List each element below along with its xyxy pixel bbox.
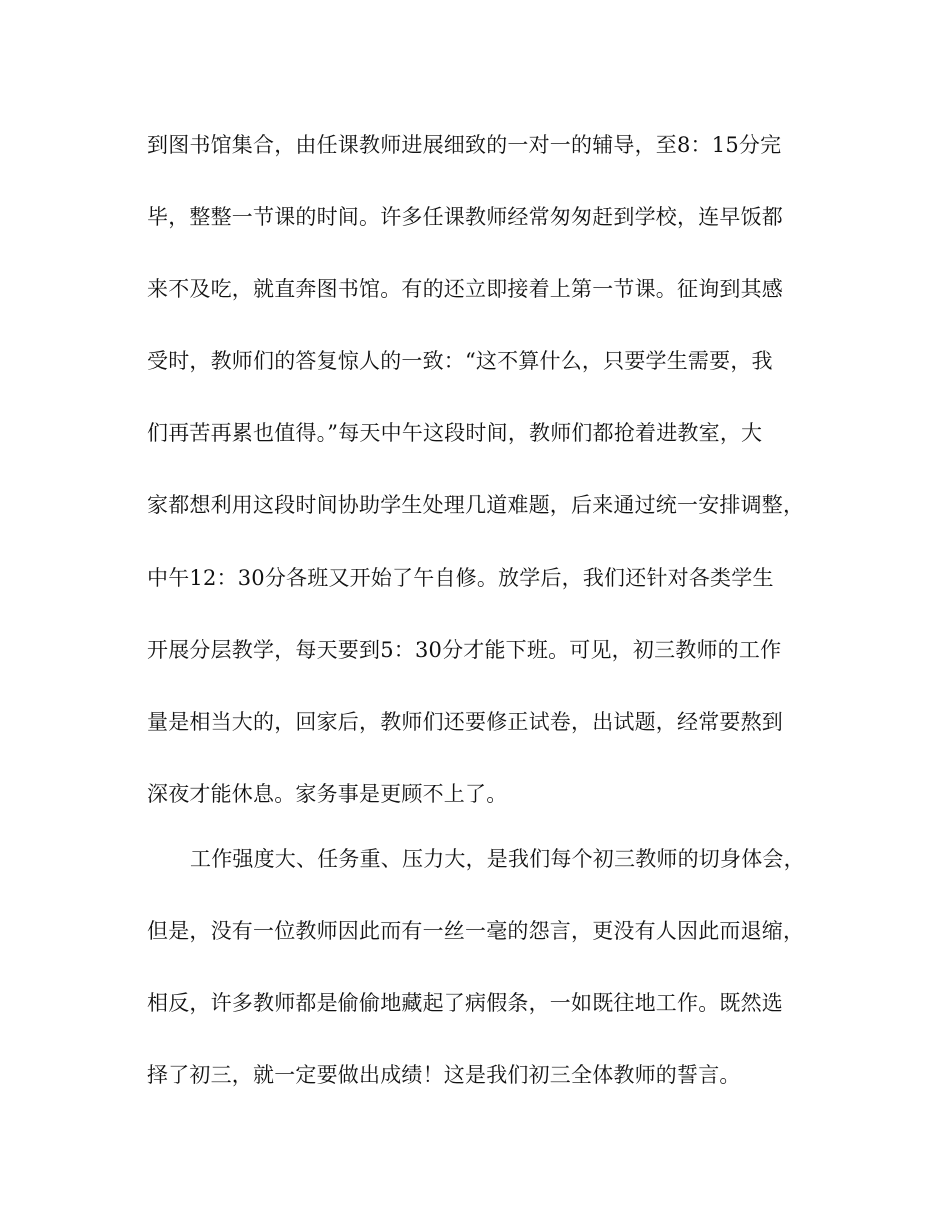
text-line: 受时，教师们的答复惊人的一致：“这不算什么，只要学生需要，我 (147, 349, 773, 373)
text-line: 择了初三，就一定要做出成绩！这是我们初三全体教师的誓言。 (147, 1063, 741, 1087)
text-line: 中午12：30分各班又开始了午自修。放学后，我们还针对各类学生 (147, 566, 774, 590)
paragraph-first-line: 工作强度大、任务重、压力大，是我们每个初三教师的切身体会， (190, 847, 805, 871)
text-line: 量是相当大的，回家后，教师们还要修正试卷，出试题，经常要熬到 (147, 710, 783, 734)
text-line: 相反，许多教师都是偷偷地藏起了病假条，一如既往地工作。既然选 (147, 991, 783, 1015)
text-line: 毕，整整一节课的时间。许多任课教师经常匆匆赶到学校，连早饭都 (147, 205, 783, 229)
text-line: 们再苦再累也值得。”每天中午这段时间，教师们都抢着进教室，大 (147, 421, 763, 445)
text-line: 深夜才能休息。家务事是更顾不上了。 (147, 782, 508, 806)
text-line: 到图书馆集合，由任课教师进展细致的一对一的辅导，至8：15分完 (147, 133, 782, 157)
text-line: 开展分层教学，每天要到5：30分才能下班。可见，初三教师的工作 (147, 638, 782, 662)
text-line: 但是，没有一位教师因此而有一丝一毫的怨言，更没有人因此而退缩， (147, 919, 805, 943)
text-line: 来不及吃，就直奔图书馆。有的还立即接着上第一节课。征询到其感 (147, 277, 783, 301)
text-line: 家都想利用这段时间协助学生处理几道难题，后来通过统一安排调整， (147, 493, 805, 517)
